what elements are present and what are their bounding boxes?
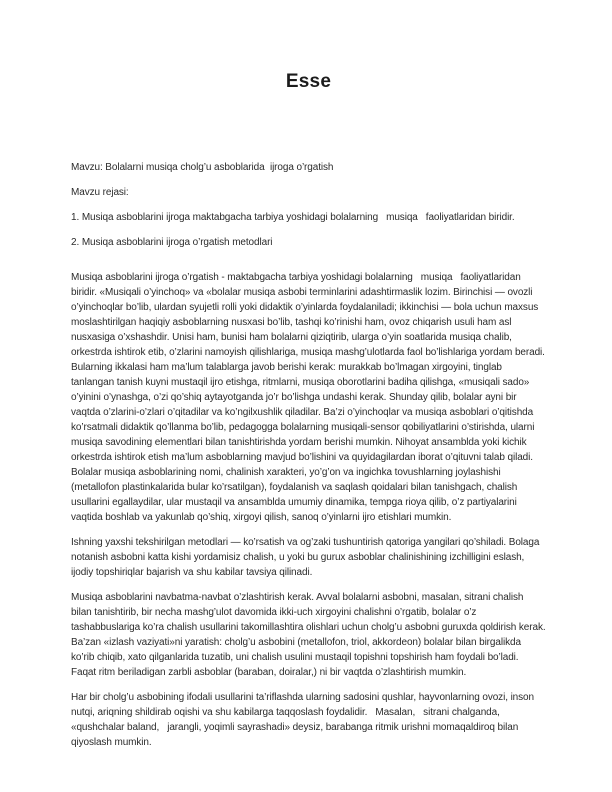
- plan-item-2: 2. Musiqa asboblarini ijroga o’rgatish metodlari: [71, 237, 273, 248]
- topic-line: Mavzu: Bolalarni musiqa cholg’u asboblarida ijroga o’rgatish: [71, 162, 334, 173]
- document-title: Esse: [285, 71, 332, 92]
- body-paragraph-3: Musiqa asboblarini navbatma-navbat o’zlashtirish kerak. Avval bolalarni asbobni, masalan, sitrani chalish bilan tanishtirib, bir necha mashg’ulot davomida ikki-uch xirgoyini chalishni o’rgatib, bolalar o’z tashabbuslariga ko’ra chalish usullarini takomillashtira olishlari uchun cholg’u asbobni guruxda qoldirish kerak. Ba’zan «izlash vaziyati»ni yaratish: cholg’u asbobini (metallofon, triol, akkordeon) bolalar bilan birgalikda ko’rib chiqib, xato qilganlarida tuzatib, uni chalish usulini mustaqil topishni topshirish ham foydali bo’ladi. Faqat ritm beriladigan zarbli asboblar (baraban, doiralar,) ni bir vaqtda o’zlashtirish mumkin.: [71, 592, 549, 678]
- body-paragraph-4: Har bir cholg’u asbobining ifodali usullarini ta’riflashda ularning sadosini qushlar, hayvonlarning ovozi, inson nutqi, ariqning shildirab oqishi va shu kabilarga taqqoslash foydalidir. Masalan, sitrani chalganda, «qushchalar baland, jarangli, yoqimli sayrashadi» deysiz, barabanga ritmik urishni momaqaldiroq bilan qiyoslash mumkin.: [71, 692, 537, 748]
- body-paragraph-2: Ishning yaxshi tekshirilgan metodlari — ko’rsatish va og’zaki tushuntirish qatoriga yangilari qo’shiladi. Bolaga notanish asbobni katta kishi yordamisiz chalish, u yoki bu gurux asboblar chalinishining izchilligini eslash, ijodiy topshiriqlar bajarish va shu kabilar tavsiya qilinadi.: [71, 537, 543, 578]
- plan-item-1: 1. Musiqa asboblarini ijroga maktabgacha tarbiya yoshidagi bolalarning musiqa faoliyatlaridan biridir.: [71, 212, 515, 223]
- body-paragraph-1: Musiqa asboblarini ijroga o’rgatish - maktabgacha tarbiya yoshidagi bolalarning musiqa faoliyatlaridan biridir. «Musiqali o’yinchoq» va «bolalar musiqa asbobi terminlarini adashtirmaslik lozim. Birinchisi — ovozli o’yinchoqlar bo’lib, ulardan syujetli rolli yoki didaktik o’yinlarda foydalaniladi; ikkinchisi — bola uchun maxsus moslashtirilgan haqiqiy asboblarning nusxasi bo’lib, tashqi ko’rinishi ham, ovoz chiqarish usuli ham asl nusxasiga o’xshashdir. Unisi ham, bunisi ham bolalarni qiziqtirib, ularga o’yin soatlarida musiqa chalib, orkestrda ishtirok etib, o’zlarini namoyish qilishlariga, musiqa mashg’ulotlarda faol bo’lishlariga yordam beradi. Bularning ikkalasi ham ma’lum talablarga javob berishi kerak: murakkab bo’lmagan xirgoyini, tinglab tanlangan tanish kuyni mustaqil ijro etishga, ritmlarni, musiqa oborotlarini badiha qilishga, «musiqali sado» o’yinini o’ynashga, o’zi qo’shiq aytayotganda jo’r bo’lishga undashi kerak. Shunday qilib, bolalar ayni bir vaqtda o’zlarini-o’zlari o’qitadilar va ko’ngilxushlik qiladilar. Ba’zi o’yinchoqlar va musiqa asboblari o’qitishda ko’rsatmali didaktik qo’llanma bo’lib, pedagogga bolalarning musiqali-sensor qobiliyatlarini o’stirishda, ularni musiqa savodining elementlari bilan tanishtirishda yordam berishi mumkin. Nihoyat ansamblda yoki kichik orkestrda ishtirok etish ma’lum asboblarning mavjud bo’lishini va quyidagilardan iborat o’qituvni talab qiladi. Bolalar musiqa asboblarining nomi, chalinish xarakteri, yo’g’on va ingichka tovushlarning joylashishi (metallofon plastinkalarida bular ko’rsatilgan), foydalanish va saqlash qoidalari bilan tanishgach, chalish usullarini egallaydilar, ular mustaqil va ansamblda umumiy dinamika, tempga rioya qilib, o’z partiyalarini vaqtida boshlab va yakunlab qo’shiq, xirgoyi qilish, sanoq o’yinlarni ijro etishlari mumkin.: [71, 272, 548, 523]
- plan-heading-line: Mavzu rejasi:: [71, 187, 129, 198]
